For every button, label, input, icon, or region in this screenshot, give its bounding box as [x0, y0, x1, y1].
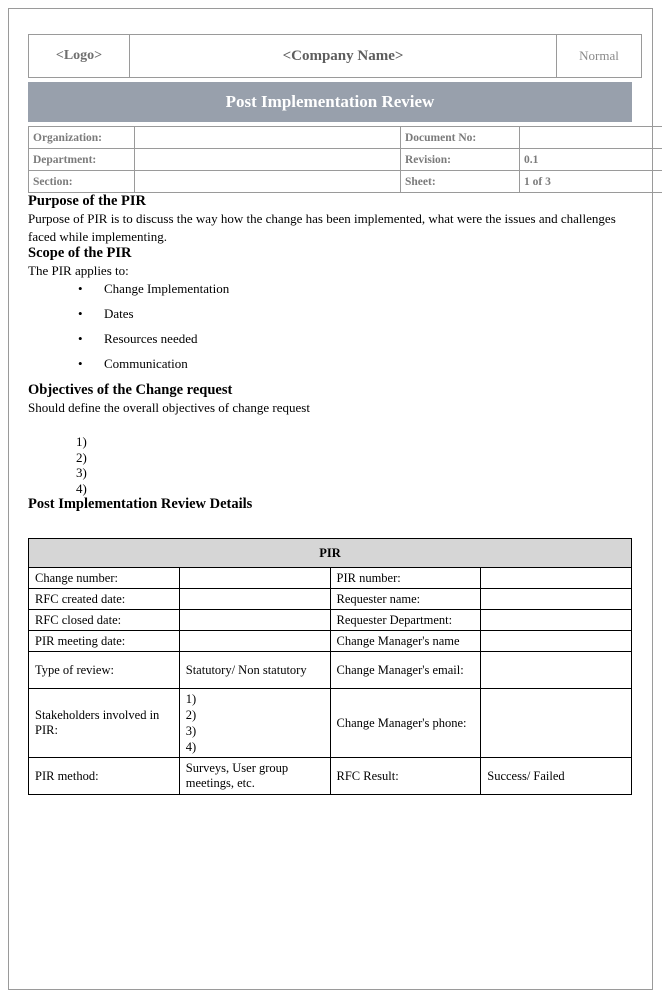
details-heading: Post Implementation Review Details: [28, 496, 253, 513]
department-label: Department:: [29, 149, 135, 171]
sheet-label: Sheet:: [401, 171, 520, 193]
company-name-placeholder: <Company Name>: [130, 35, 557, 78]
pir-method-label: PIR method:: [29, 758, 180, 795]
stakeholders-label: Stakeholders involved in PIR:: [29, 689, 180, 758]
classification-label: Normal: [557, 35, 642, 78]
requester-name-value[interactable]: [481, 589, 632, 610]
change-number-label: Change number:: [29, 568, 180, 589]
list-item: 4): [185, 740, 197, 755]
table-row: [29, 652, 632, 689]
document-header-table: [28, 34, 642, 78]
purpose-heading: Purpose of the PIR: [28, 193, 147, 209]
pir-meeting-date-label: PIR meeting date:: [29, 631, 180, 652]
list-item: • Communication: [104, 357, 632, 370]
change-manager-name-label: Change Manager's name: [330, 631, 481, 652]
revision-label: Revision:: [401, 149, 520, 171]
table-row: [29, 149, 662, 171]
pir-number-value[interactable]: [481, 568, 632, 589]
table-row: [29, 758, 632, 795]
section-label: Section:: [29, 171, 135, 193]
rfc-result-value[interactable]: Success/ Failed: [481, 758, 632, 795]
rfc-closed-date-label: RFC closed date:: [29, 610, 180, 631]
list-item: 1): [76, 434, 87, 450]
table-header-row: [29, 539, 632, 568]
change-manager-phone-label: Change Manager's phone:: [330, 689, 481, 758]
change-manager-name-value[interactable]: [481, 631, 632, 652]
purpose-paragraph: Purpose of PIR is to discuss the way how the change has been implemented, what were the issues and challenges faced while implementing.: [28, 211, 616, 244]
header-row: [29, 35, 642, 78]
list-item: • Resources needed: [104, 332, 632, 345]
change-manager-email-label: Change Manager's email:: [330, 652, 481, 689]
scope-heading: Scope of the PIR: [28, 245, 132, 262]
list-item: • Change Implementation: [104, 282, 632, 295]
table-row: [29, 568, 632, 589]
table-row: [29, 127, 662, 149]
requester-department-label: Requester Department:: [330, 610, 481, 631]
rfc-closed-date-value[interactable]: [179, 610, 330, 631]
department-value: [135, 149, 401, 171]
objectives-text: Should define the overall objectives of change request: [28, 399, 310, 415]
list-item: 4): [76, 480, 87, 496]
pir-details-table: [28, 538, 632, 795]
scope-list: [28, 282, 632, 370]
scope-intro: The PIR applies to:: [28, 263, 129, 279]
table-row: [29, 589, 632, 610]
sheet-value: 1 of 3: [520, 171, 662, 193]
type-of-review-value[interactable]: Statutory/ Non statutory: [179, 652, 330, 689]
objectives-number-list: [76, 434, 632, 496]
rfc-created-date-value[interactable]: [179, 589, 330, 610]
requester-name-label: Requester name:: [330, 589, 481, 610]
document-no-label: Document No:: [401, 127, 520, 149]
table-row: [29, 171, 662, 193]
list-item: 3): [76, 465, 87, 481]
change-manager-phone-value[interactable]: [481, 689, 632, 758]
logo-placeholder: <Logo>: [29, 35, 130, 78]
pir-number-label: PIR number:: [330, 568, 481, 589]
pir-method-value[interactable]: Surveys, User group meetings, etc.: [179, 758, 330, 795]
document-no-value: [520, 127, 662, 149]
list-item: 2): [76, 449, 87, 465]
list-item: 3): [185, 724, 197, 739]
organization-label: Organization:: [29, 127, 135, 149]
rfc-result-label: RFC Result:: [330, 758, 481, 795]
document-metadata-table: [28, 126, 662, 193]
section-value: [135, 171, 401, 193]
organization-value: [135, 127, 401, 149]
document-title: Post Implementation Review: [225, 92, 435, 111]
table-row: [29, 631, 632, 652]
revision-value: 0.1: [520, 149, 662, 171]
list-item: • Dates: [104, 307, 632, 320]
document-content: [28, 34, 632, 795]
table-row: [29, 689, 632, 758]
rfc-created-date-label: RFC created date:: [29, 589, 180, 610]
change-manager-email-value[interactable]: [481, 652, 632, 689]
pir-table-title: PIR: [29, 539, 632, 568]
requester-department-value[interactable]: [481, 610, 632, 631]
table-row: [29, 610, 632, 631]
type-of-review-label: Type of review:: [29, 652, 180, 689]
change-number-value[interactable]: [179, 568, 330, 589]
pir-meeting-date-value[interactable]: [179, 631, 330, 652]
objectives-heading: Objectives of the Change request: [28, 381, 233, 398]
list-item: 1): [185, 692, 197, 707]
list-item: 2): [185, 708, 197, 723]
document-title-banner: [28, 82, 632, 122]
stakeholders-value[interactable]: [179, 689, 330, 758]
